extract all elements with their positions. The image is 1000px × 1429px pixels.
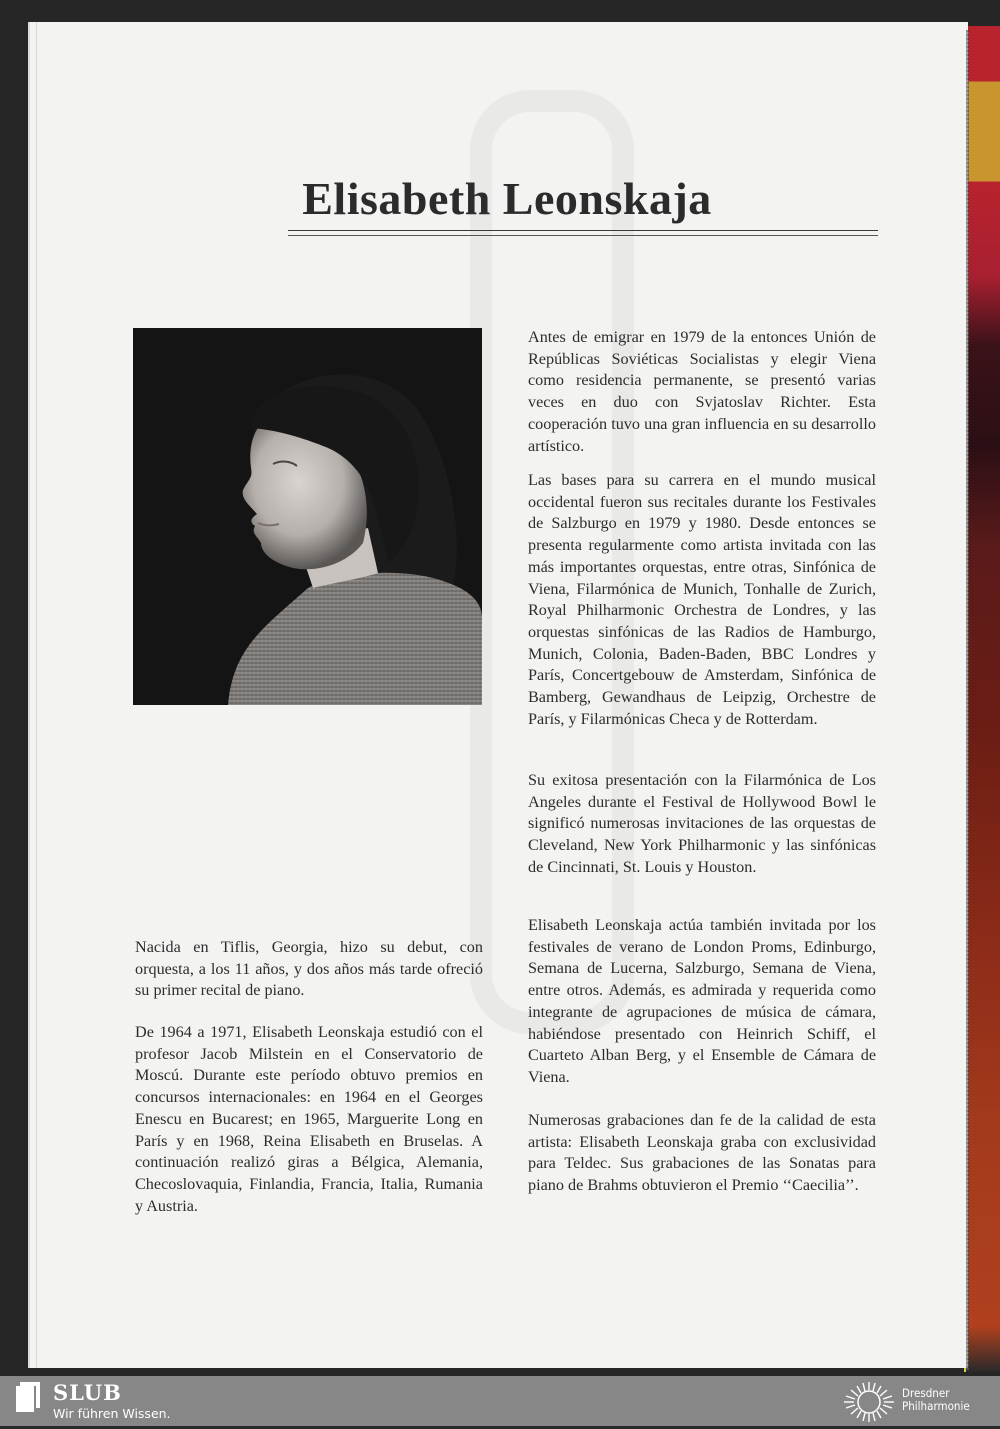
dp-line-2: Philharmonie xyxy=(902,1399,970,1413)
adjacent-page-edge xyxy=(964,26,1000,1372)
binding-spine xyxy=(966,30,969,1370)
paragraph-studies: De 1964 a 1971, Elisabeth Leonskaja estudió con el profesor Jacob Milstein en el Conservatorio de Moscú. Durante este período obtuvo premios en concursos internacionales: en 1964 en el Georges Enescu en Bucarest; en 1965, Marguerite Long en París y en 1968, Reina Elisabeth en Bruselas. A continuación realizó giras a Bélgica, Alemania, Checoslovaquia, Finlandia, Francia, Italia, Rumania y Austria. xyxy=(135,1023,483,1215)
paragraph-emigration: Antes de emigrar en 1979 de la entonces Unión de Repúblicas Soviéticas Socialistas y elegir Viena como residencia permanente, se presentó varias veces en duo con Svjatoslav Richter. Esta cooperación tuvo una gran influencia en su desarrollo artístico. xyxy=(528,328,876,455)
paragraph-recordings: Numerosas grabaciones dan fe de la calidad de esta artista: Elisabeth Leonskaja graba con exclusividad para Teldec. Sus grabaciones de las Sonatas para piano de Brahms obtuvieron el Premio ‘‘Caecilia’’. xyxy=(528,1111,876,1195)
paragraph-career-west: Las bases para su carrera en el mundo musical occidental fueron sus recitales durante los Festivales de Salzburgo en 1979 y 1980. Desde entonces se presenta regularmente como artista invitada con las más importantes orquestas, entre otras, Sinfónica de Viena, Filarmónica de Munich, Tonhalle de Zurich, Royal Philharmonic Orchestra de Londres, y las orquestas sinfónicas de las Radios de Hamburgo, Munich, Colonia, Baden-Baden, BBC Londres y París, Concertgebouw de Amsterdam, Sinfónica de Bamberg, Gewandhaus de Leipzig, Orchestre de París, y Filarmónicas Checa y de Rotterdam. xyxy=(528,471,876,728)
right-column xyxy=(528,327,876,1195)
dresdner-philharmonie-logo-icon xyxy=(842,1380,896,1429)
paragraph-birth: Nacida en Tiflis, Georgia, hizo su debut, con orquesta, a los 11 años, y dos años más tarde ofreció su primer recital de piano. xyxy=(135,938,483,1000)
portrait-illustration xyxy=(133,328,482,705)
paragraph-los-angeles: Su exitosa presentación con la Filarmónica de Los Angeles durante el Festival de Hollywood Bowl le significó numerosas invitaciones de las orquestas de Cleveland, New York Philharmonic y las sinfónicas de Cincinnati, St. Louis y Houston. xyxy=(528,771,876,876)
paragraph-festivals: Elisabeth Leonskaja actúa también invitada por los festivales de verano de London Proms, Edinburgo, Semana de Lucerna, Salzburgo, Semana de Viena, entre otros. Además, es admirada y requerida como integrante de agrupaciones de música de cámara, habiéndose presentado con Heinrich Schiff, el Cuarteto Alban Berg, y el Ensemble de Cámara de Viena. xyxy=(528,916,876,1086)
title-double-rule xyxy=(288,230,878,236)
footer-bar xyxy=(0,1376,1000,1426)
left-column xyxy=(135,937,483,1215)
slub-logo-name: SLUB xyxy=(53,1380,122,1405)
page-title: Elisabeth Leonskaja xyxy=(302,173,712,224)
dp-line-1: Dresdner xyxy=(902,1386,950,1400)
slub-logo-tagline: Wir führen Wissen. xyxy=(53,1406,171,1421)
portrait-photo xyxy=(133,328,482,705)
slub-logo-icon xyxy=(14,1382,42,1419)
dresdner-philharmonie-logo-text xyxy=(902,1387,970,1413)
